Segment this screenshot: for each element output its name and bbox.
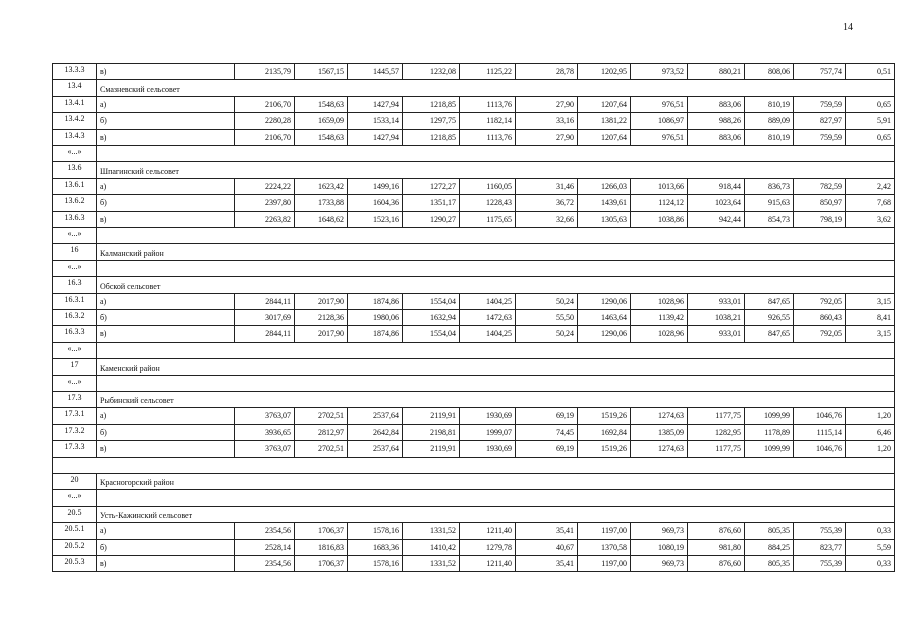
value-cell: 1404,25: [460, 293, 516, 309]
value-cell: 1623,42: [295, 178, 348, 194]
value-cell: 2397,80: [235, 195, 295, 211]
section-code: 17: [53, 359, 97, 375]
table-row: [53, 441, 895, 457]
value-cell: 1980,06: [348, 309, 403, 325]
value-cell: 2128,36: [295, 309, 348, 325]
value-cell: 836,73: [745, 178, 794, 194]
value-cell: 2263,82: [235, 211, 295, 227]
row-label: б): [97, 539, 235, 555]
omission-row: [53, 260, 895, 276]
table-row: [53, 309, 895, 325]
value-cell: 757,74: [794, 64, 846, 80]
value-cell: 1207,64: [578, 96, 631, 112]
value-cell: 74,45: [516, 424, 578, 440]
value-cell: 1046,76: [794, 408, 846, 424]
section-title: Обской сельсовет: [97, 277, 895, 293]
section-code: 17.3: [53, 391, 97, 407]
value-cell: 1874,86: [348, 293, 403, 309]
value-cell: 2528,14: [235, 539, 295, 555]
value-cell: 926,55: [745, 309, 794, 325]
row-label: б): [97, 424, 235, 440]
empty-cell: [97, 146, 895, 162]
empty-cell: [97, 375, 895, 391]
value-cell: 1331,52: [403, 523, 460, 539]
value-cell: 880,21: [688, 64, 745, 80]
value-cell: 69,19: [516, 408, 578, 424]
value-cell: 1519,26: [578, 441, 631, 457]
value-cell: 31,46: [516, 178, 578, 194]
value-cell: 1659,09: [295, 113, 348, 129]
value-cell: 1197,00: [578, 523, 631, 539]
value-cell: 27,90: [516, 129, 578, 145]
value-cell: 1023,64: [688, 195, 745, 211]
value-cell: 883,06: [688, 129, 745, 145]
omission-row: [53, 375, 895, 391]
value-cell: 847,65: [745, 326, 794, 342]
value-cell: 933,01: [688, 326, 745, 342]
value-cell: 755,39: [794, 555, 846, 571]
value-cell: 35,41: [516, 523, 578, 539]
value-cell: 1290,27: [403, 211, 460, 227]
value-cell: 1499,16: [348, 178, 403, 194]
section-title: Смазневский сельсовет: [97, 80, 895, 96]
value-cell: 805,35: [745, 523, 794, 539]
row-code: 17.3.2: [53, 424, 97, 440]
tariff-table: [52, 63, 895, 572]
empty-cell: [97, 260, 895, 276]
table-row: [53, 408, 895, 424]
value-cell: 2017,90: [295, 326, 348, 342]
value-cell: 1706,37: [295, 555, 348, 571]
omission-row: [53, 342, 895, 358]
value-cell: 1232,08: [403, 64, 460, 80]
value-cell: 1178,89: [745, 424, 794, 440]
value-cell: 942,44: [688, 211, 745, 227]
value-cell: 1160,05: [460, 178, 516, 194]
table-row: [53, 195, 895, 211]
row-label: а): [97, 178, 235, 194]
section-code: 13.4: [53, 80, 97, 96]
value-cell: 1207,64: [578, 129, 631, 145]
value-cell: 2280,28: [235, 113, 295, 129]
value-cell: 2702,51: [295, 441, 348, 457]
value-cell: 2812,97: [295, 424, 348, 440]
section-title: Калманский район: [97, 244, 895, 260]
section-row: [53, 473, 895, 489]
value-cell: 792,05: [794, 326, 846, 342]
value-cell: 1,20: [846, 441, 895, 457]
value-cell: 0,51: [846, 64, 895, 80]
value-cell: 981,80: [688, 539, 745, 555]
value-cell: 1385,09: [631, 424, 688, 440]
value-cell: 915,63: [745, 195, 794, 211]
section-row: [53, 80, 895, 96]
value-cell: 876,60: [688, 523, 745, 539]
section-code: 13.6: [53, 162, 97, 178]
value-cell: 1028,96: [631, 326, 688, 342]
value-cell: 1683,36: [348, 539, 403, 555]
section-row: [53, 506, 895, 522]
value-cell: 36,72: [516, 195, 578, 211]
value-cell: 827,97: [794, 113, 846, 129]
section-title: Шпагинский сельсовет: [97, 162, 895, 178]
value-cell: 805,35: [745, 555, 794, 571]
omission-mark: «...»: [53, 375, 97, 391]
value-cell: 8,41: [846, 309, 895, 325]
row-label: а): [97, 96, 235, 112]
row-code: 13.6.2: [53, 195, 97, 211]
value-cell: 810,19: [745, 129, 794, 145]
omission-mark: «...»: [53, 260, 97, 276]
value-cell: 3,62: [846, 211, 895, 227]
table-row: [53, 211, 895, 227]
table-row: [53, 555, 895, 571]
section-title: Красногорский район: [97, 473, 895, 489]
value-cell: 1211,40: [460, 523, 516, 539]
value-cell: 1427,94: [348, 129, 403, 145]
row-label: в): [97, 129, 235, 145]
value-cell: 2702,51: [295, 408, 348, 424]
value-cell: 1554,04: [403, 293, 460, 309]
table-row: [53, 64, 895, 80]
value-cell: 755,39: [794, 523, 846, 539]
row-code: 20.5.2: [53, 539, 97, 555]
value-cell: 1228,43: [460, 195, 516, 211]
value-cell: 1578,16: [348, 555, 403, 571]
value-cell: 3763,07: [235, 441, 295, 457]
value-cell: 889,09: [745, 113, 794, 129]
value-cell: 2642,84: [348, 424, 403, 440]
value-cell: 28,78: [516, 64, 578, 80]
value-cell: 0,65: [846, 129, 895, 145]
value-cell: 1692,84: [578, 424, 631, 440]
section-title: Рыбинский сельсовет: [97, 391, 895, 407]
value-cell: 2119,91: [403, 408, 460, 424]
table-row: [53, 178, 895, 194]
omission-row: [53, 146, 895, 162]
section-code: 16.3: [53, 277, 97, 293]
value-cell: 1038,86: [631, 211, 688, 227]
value-cell: 1472,63: [460, 309, 516, 325]
row-label: а): [97, 408, 235, 424]
value-cell: 1816,83: [295, 539, 348, 555]
value-cell: 884,25: [745, 539, 794, 555]
value-cell: 50,24: [516, 326, 578, 342]
value-cell: 2106,70: [235, 129, 295, 145]
value-cell: 0,33: [846, 523, 895, 539]
value-cell: 1519,26: [578, 408, 631, 424]
section-code: 16: [53, 244, 97, 260]
value-cell: 1463,64: [578, 309, 631, 325]
value-cell: 1578,16: [348, 523, 403, 539]
value-cell: 1351,17: [403, 195, 460, 211]
value-cell: 1381,22: [578, 113, 631, 129]
value-cell: 32,66: [516, 211, 578, 227]
value-cell: 1266,03: [578, 178, 631, 194]
value-cell: 3017,69: [235, 309, 295, 325]
value-cell: 759,59: [794, 96, 846, 112]
value-cell: 918,44: [688, 178, 745, 194]
value-cell: 2119,91: [403, 441, 460, 457]
value-cell: 1080,19: [631, 539, 688, 555]
value-cell: 1604,36: [348, 195, 403, 211]
value-cell: 2354,56: [235, 523, 295, 539]
value-cell: 1197,00: [578, 555, 631, 571]
row-code: 20.5.1: [53, 523, 97, 539]
value-cell: 1370,58: [578, 539, 631, 555]
blank-row: [53, 457, 895, 473]
empty-cell: [97, 228, 895, 244]
value-cell: 1567,15: [295, 64, 348, 80]
row-code: 17.3.1: [53, 408, 97, 424]
value-cell: 2,42: [846, 178, 895, 194]
value-cell: 2354,56: [235, 555, 295, 571]
section-title: Каменский район: [97, 359, 895, 375]
value-cell: 969,73: [631, 523, 688, 539]
value-cell: 55,50: [516, 309, 578, 325]
row-label: б): [97, 309, 235, 325]
value-cell: 2844,11: [235, 293, 295, 309]
row-label: в): [97, 211, 235, 227]
value-cell: 1874,86: [348, 326, 403, 342]
value-cell: 1113,76: [460, 129, 516, 145]
value-cell: 2537,64: [348, 441, 403, 457]
row-code: 13.4.3: [53, 129, 97, 145]
row-code: 13.6.1: [53, 178, 97, 194]
value-cell: 1706,37: [295, 523, 348, 539]
table-row: [53, 293, 895, 309]
value-cell: 1290,06: [578, 326, 631, 342]
value-cell: 2844,11: [235, 326, 295, 342]
value-cell: 1099,99: [745, 441, 794, 457]
value-cell: 876,60: [688, 555, 745, 571]
value-cell: 1632,94: [403, 309, 460, 325]
value-cell: 1182,14: [460, 113, 516, 129]
empty-cell: [97, 342, 895, 358]
value-cell: 1930,69: [460, 441, 516, 457]
value-cell: 782,59: [794, 178, 846, 194]
value-cell: 976,51: [631, 96, 688, 112]
value-cell: 883,06: [688, 96, 745, 112]
value-cell: 3763,07: [235, 408, 295, 424]
value-cell: 7,68: [846, 195, 895, 211]
section-code: 20: [53, 473, 97, 489]
value-cell: 1999,07: [460, 424, 516, 440]
value-cell: 1523,16: [348, 211, 403, 227]
value-cell: 973,52: [631, 64, 688, 80]
value-cell: 1554,04: [403, 326, 460, 342]
section-row: [53, 359, 895, 375]
table-row: [53, 424, 895, 440]
omission-mark: «...»: [53, 490, 97, 506]
value-cell: 5,59: [846, 539, 895, 555]
omission-mark: «...»: [53, 342, 97, 358]
row-label: в): [97, 326, 235, 342]
value-cell: 1124,12: [631, 195, 688, 211]
value-cell: 2135,79: [235, 64, 295, 80]
table-row: [53, 539, 895, 555]
value-cell: 1331,52: [403, 555, 460, 571]
value-cell: 1013,66: [631, 178, 688, 194]
value-cell: 1218,85: [403, 129, 460, 145]
value-cell: 969,73: [631, 555, 688, 571]
value-cell: 6,46: [846, 424, 895, 440]
row-label: в): [97, 441, 235, 457]
value-cell: 69,19: [516, 441, 578, 457]
value-cell: 1099,99: [745, 408, 794, 424]
row-code: 16.3.3: [53, 326, 97, 342]
value-cell: 1046,76: [794, 441, 846, 457]
omission-mark: «...»: [53, 228, 97, 244]
value-cell: 3936,65: [235, 424, 295, 440]
value-cell: 1218,85: [403, 96, 460, 112]
empty-cell: [97, 490, 895, 506]
value-cell: 27,90: [516, 96, 578, 112]
row-label: в): [97, 555, 235, 571]
section-row: [53, 162, 895, 178]
value-cell: 1548,63: [295, 129, 348, 145]
value-cell: 5,91: [846, 113, 895, 129]
row-code: 17.3.3: [53, 441, 97, 457]
section-title: Усть-Кажинский сельсовет: [97, 506, 895, 522]
value-cell: 33,16: [516, 113, 578, 129]
value-cell: 2017,90: [295, 293, 348, 309]
table-row: [53, 96, 895, 112]
value-cell: 1038,21: [688, 309, 745, 325]
row-label: б): [97, 113, 235, 129]
value-cell: 1297,75: [403, 113, 460, 129]
value-cell: 759,59: [794, 129, 846, 145]
value-cell: 1548,63: [295, 96, 348, 112]
value-cell: 847,65: [745, 293, 794, 309]
omission-mark: «...»: [53, 146, 97, 162]
value-cell: 798,19: [794, 211, 846, 227]
row-code: 13.3.3: [53, 64, 97, 80]
value-cell: 1279,78: [460, 539, 516, 555]
row-code: 16.3.1: [53, 293, 97, 309]
value-cell: 1410,42: [403, 539, 460, 555]
value-cell: 1086,97: [631, 113, 688, 129]
value-cell: 1274,63: [631, 441, 688, 457]
value-cell: 850,97: [794, 195, 846, 211]
value-cell: 860,43: [794, 309, 846, 325]
value-cell: 1115,14: [794, 424, 846, 440]
value-cell: 1404,25: [460, 326, 516, 342]
table-row: [53, 129, 895, 145]
value-cell: 1305,63: [578, 211, 631, 227]
value-cell: 3,15: [846, 293, 895, 309]
table-row: [53, 113, 895, 129]
value-cell: 1125,22: [460, 64, 516, 80]
row-code: 13.4.2: [53, 113, 97, 129]
value-cell: 1272,27: [403, 178, 460, 194]
value-cell: 933,01: [688, 293, 745, 309]
value-cell: 2537,64: [348, 408, 403, 424]
omission-row: [53, 490, 895, 506]
value-cell: 2106,70: [235, 96, 295, 112]
value-cell: 1028,96: [631, 293, 688, 309]
row-code: 20.5.3: [53, 555, 97, 571]
table-body: [53, 64, 895, 572]
value-cell: 40,67: [516, 539, 578, 555]
value-cell: 808,06: [745, 64, 794, 80]
value-cell: 976,51: [631, 129, 688, 145]
value-cell: 35,41: [516, 555, 578, 571]
value-cell: 1648,62: [295, 211, 348, 227]
value-cell: 50,24: [516, 293, 578, 309]
value-cell: 792,05: [794, 293, 846, 309]
value-cell: 854,73: [745, 211, 794, 227]
value-cell: 2198,81: [403, 424, 460, 440]
value-cell: 1439,61: [578, 195, 631, 211]
empty-cell: [53, 457, 895, 473]
value-cell: 1177,75: [688, 441, 745, 457]
row-label: в): [97, 64, 235, 80]
value-cell: 1202,95: [578, 64, 631, 80]
row-code: 13.6.3: [53, 211, 97, 227]
value-cell: 1930,69: [460, 408, 516, 424]
section-code: 20.5: [53, 506, 97, 522]
row-label: б): [97, 195, 235, 211]
section-row: [53, 244, 895, 260]
value-cell: 1175,65: [460, 211, 516, 227]
value-cell: 988,26: [688, 113, 745, 129]
value-cell: 1733,88: [295, 195, 348, 211]
row-label: а): [97, 293, 235, 309]
value-cell: 0,65: [846, 96, 895, 112]
row-code: 16.3.2: [53, 309, 97, 325]
row-code: 13.4.1: [53, 96, 97, 112]
table-row: [53, 523, 895, 539]
row-label: а): [97, 523, 235, 539]
value-cell: 1290,06: [578, 293, 631, 309]
value-cell: 1445,57: [348, 64, 403, 80]
value-cell: 1177,75: [688, 408, 745, 424]
value-cell: 1427,94: [348, 96, 403, 112]
section-row: [53, 277, 895, 293]
value-cell: 0,33: [846, 555, 895, 571]
value-cell: 810,19: [745, 96, 794, 112]
value-cell: 1533,14: [348, 113, 403, 129]
value-cell: 2224,22: [235, 178, 295, 194]
value-cell: 1139,42: [631, 309, 688, 325]
value-cell: 1211,40: [460, 555, 516, 571]
value-cell: 1113,76: [460, 96, 516, 112]
value-cell: 3,15: [846, 326, 895, 342]
omission-row: [53, 228, 895, 244]
value-cell: 1274,63: [631, 408, 688, 424]
value-cell: 1,20: [846, 408, 895, 424]
table-row: [53, 326, 895, 342]
section-row: [53, 391, 895, 407]
value-cell: 823,77: [794, 539, 846, 555]
value-cell: 1282,95: [688, 424, 745, 440]
page-number: 14: [843, 22, 853, 33]
